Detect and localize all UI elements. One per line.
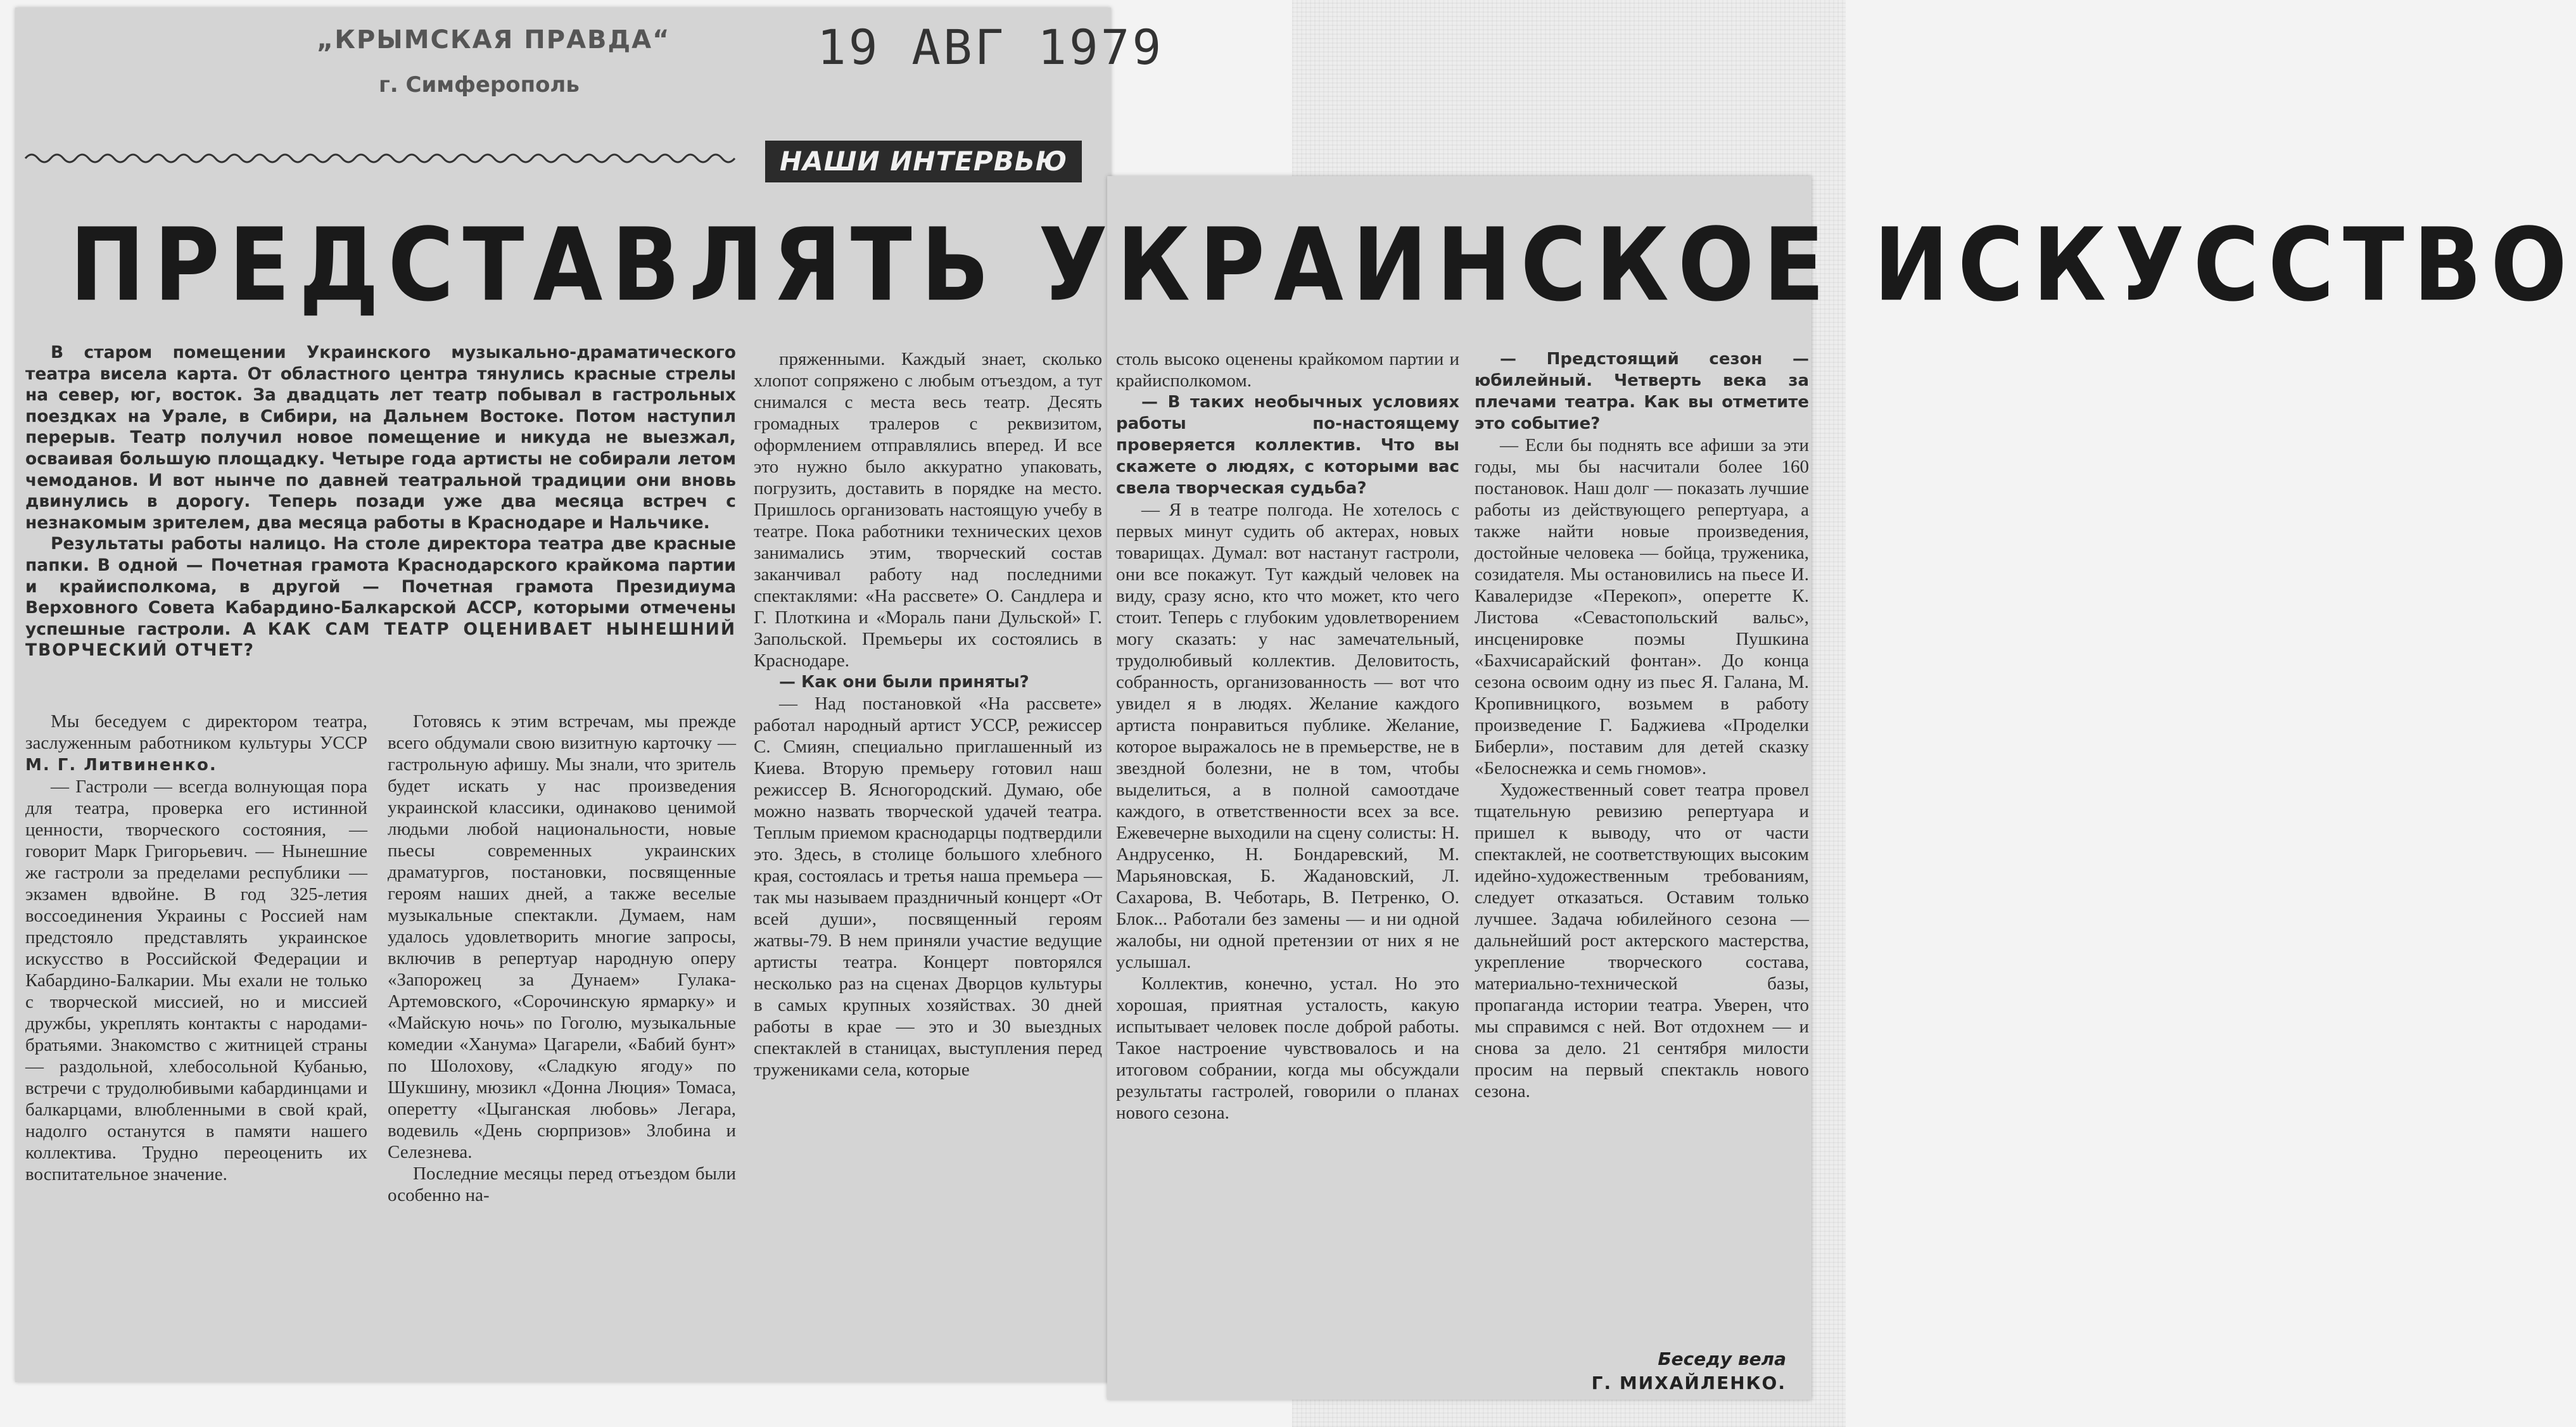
byline <box>1564 1348 1786 1396</box>
interview-question: — Предстоящий сезон — юбилейный. Четверть века за плечами театра. Как вы отметите это событие? <box>1475 350 1809 433</box>
paragraph: столь высоко оценены крайкомом партии и крайисполкомом. <box>1116 349 1459 391</box>
lead-text-2: Результаты работы налицо. На столе директора театра две красные папки. В одной — Почетная грамота Краснодарского крайкома партии и крайисполкома, в другой — Почетная грамота Президиума Верховного Совета Кабардино-Балкарской АССР, которыми отмечены успешные гастроли. А КАК САМ ТЕАТР ОЦЕНИВАЕТ НЫНЕШНИЙ ТВОРЧЕСКИЙ ОТЧЕТ? <box>25 534 736 661</box>
paragraph: Мы беседуем с директором театра, заслуженным работником культуры УССР М. Г. Литвиненко. <box>25 711 367 775</box>
headline: ПРЕДСТАВЛЯТЬ УКРАИНСКОЕ ИСКУССТВО <box>70 206 2576 324</box>
paragraph: — Гастроли — всегда волнующая пора для театра, проверка его истинной ценности, творческого состояния, — говорит Марк Григорьевич. — Нынешние же гастроли за пределами республики — экзамен вдвойне. В год 325-летия воссоединения Украины с Россией нам предстояло представлять украинское искусство в Российской Федерации и Кабардино-Балкарии. Мы ехали не только с творческой миссией, но и миссией дружбы, укреплять контакты с народами-братьями. Знакомство с житницей страны — раздольной, хлебосольной Кубанью, встречи с трудолюбивыми кабардинцами и балкарцами, влюбленными в свой край, надолго останутся в памяти нашего коллектива. Трудно переоценить их воспитательное значение. <box>25 777 367 1184</box>
paragraph: — Если бы поднять все афиши за эти годы, мы бы насчитали более 160 постановок. Наш долг — показать лучшие работы из действующего репертуара, а также найти новые произведения, достойные человека — бойца, труженика, созидателя. Мы остановились на пьесе И. Кавалеридзе «Перекоп», оперетте К. Листова «Севастопольский вальс», инсценировке поэмы Пушкина «Бахчисарайский фонтан». До конца сезона освоим одну из пьес Я. Галана, М. Кропивницкого, возьмем в работу произведение Г. Баджиева «Проделки Биберли», поставим для детей сказку «Белоснежка и семь гномов». <box>1475 435 1809 778</box>
paragraph: Коллектив, конечно, устал. Но это хорошая, приятная усталость, какую испытывает человек после доброй работы. Такое настроение чувствовалось и на итоговом собрании, когда мы обсуждали результаты гастролей, говорили о планах нового сезона. <box>1116 974 1459 1123</box>
interviewee-name: М. Г. Литвиненко. <box>25 756 217 775</box>
lead-paragraph <box>25 342 736 661</box>
article-column-5 <box>1475 348 1809 1102</box>
rubric-label: НАШИ ИНТЕРВЬЮ <box>765 141 1082 182</box>
paragraph: Последние месяцы перед отъездом были особенно на- <box>388 1164 736 1205</box>
lead-text-1: В старом помещении Украинского музыкально-драматического театра висела карта. От областного центра тянулись красные стрелы на север, юг, восток. За двадцать лет театр побывал в гастрольных поездках на Урале, в Сибири, на Дальнем Востоке. Потом наступил перерыв. Театр получил новое помещение и никуда не выезжал, осваивая большую площадку. Четыре года артисты не собирали летом чемоданов. И вот нынче по давней театральной традиции они вновь двинулись в дорогу. Теперь позади уже два месяца встреч с незнакомым зрителем, два месяца работы в Краснодаре и Нальчике. <box>25 343 736 533</box>
paragraph: пряженными. Каждый знает, сколько хлопот сопряжено с любым отъездом, а тут снимался с места весь театр. Десять громадных тралеров с реквизитом, оформлением отправлялись вперед. И все это нужно было аккуратно упаковать, погрузить, доставить в порядке на место. Пришлось организовать настоящую учебу в театре. Пока работники технических цехов занимались этим, творческий состав заканчивал работу над последними спектаклями: «На рассвете» О. Сандлера и Г. Плоткина и «Мораль пани Дульской» Г. Запольской. Премьеры их состоялись в Краснодаре. <box>754 349 1102 671</box>
article-column-2 <box>388 711 736 1206</box>
paragraph: Художественный совет театра провел тщательную ревизию репертуара и пришел к выводу, что от части спектаклей, не соответствующих высоким идейно-художественным требованиям, следует отказаться. Оставим только лучшее. Задача юбилейного сезона — дальнейший рост актерского мастерства, укрепление творческого состава, материально-технической базы, пропаганда истории театра. Уверен, что мы справимся с ней. Вот отдохнем — и снова за дело. 21 сентября милости просим на первый спектакль нового сезона. <box>1475 780 1809 1101</box>
article-column-1 <box>25 711 367 1185</box>
date-stamp: 19 АВГ 1979 <box>817 19 1164 75</box>
article-column-4 <box>1116 348 1459 1124</box>
byline-author: Г. МИХАЙЛЕНКО. <box>1591 1373 1786 1393</box>
interview-question: — В таких необычных условиях работы по-настоящему проверяется коллектив. Что вы скажете о людях, с которыми вас свела творческая судьба? <box>1116 393 1459 498</box>
paragraph: — Над постановкой «На рассвете» работал народный артист УССР, режиссер С. Смиян, специально приглашенный из Киева. Вторую премьеру готовил наш режиссер В. Ясногородский. Думаю, обе можно назвать творческой удачей театра. Теплым приемом краснодарцы подтвердили это. Здесь, в столице большого хлебного края, состоялась и третья наша премьера — так мы называем праздничный концерт «От всей души», посвященный героям жатвы-79. В нем приняли участие ведущие артисты театра. Концерт повторялся несколько раз на сценах Дворцов культуры в самых крупных хозяйствах. 30 дней работы в крае — это и 30 выездных спектаклей в станицах, выступления перед тружениками села, которые <box>754 694 1102 1080</box>
newspaper-city: г. Симферополь <box>379 72 580 98</box>
article-column-3 <box>754 348 1102 1081</box>
interview-question: — Как они были приняты? <box>779 673 1029 692</box>
paragraph: Готовясь к этим встречам, мы прежде всего обдумали свою визитную карточку — гастрольную афишу. Мы знали, что зритель будет искать у нас произведения украинской классики, одинаково ценимой людьми любой национальности, новые пьесы современных украинских драматургов, постановки, посвященные героям наших дней, а также веселые музыкальные спектакли. Думаем, нам удалось удовлетворить многие запросы, включив в репертуар народную оперу «Запорожец за Дунаем» Гулака-Артемовского, «Сорочинскую ярмарку» и «Майскую ночь» по Гоголю, музыкальные комедии «Ханума» Цагарели, «Бабий бунт» по Шолохову, «Сладкую ягоду» по Шукшину, мюзикл «Донна Люция» Томаса, оперетту «Цыганская любовь» Легара, водевиль «День сюрпризов» Злобина и Селезнева. <box>388 711 736 1162</box>
lead-question: КАК САМ ТЕАТР ОЦЕНИВАЕТ НЫНЕШНИЙ ТВОРЧЕСКИЙ ОТЧЕТ? <box>25 619 736 661</box>
paragraph: — Я в театре полгода. Не хотелось с первых минут судить об актерах, новых товарищах. Думал: вот настанут гастроли, они все покажут. Тут каждый человек на виду, сразу ясно, кто что может, кто чего стоит. Теперь с глубоким удовлетворением могу сказать: у нас замечательный, трудолюбивый коллектив. Деловитость, собранность, организованность — вот что увидел я в людях. Желание каждого артиста понравиться публике. Желание, которое выражалось не в премьерстве, не в звездной болезни, не в том, чтобы выделиться, а в полной самоотдаче каждого, в ответственности всех за все. Ежевечерне выходили на сцену солисты: Н. Андрусенко, Н. Бондаревский, М. Марьяновская, Б. Жадановский, Л. Сахарова, В. Чеботарь, В. Петренко, О. Блок... Работали без замены — и ни одной жалобы, ни одной претензии от них я не услышал. <box>1116 500 1459 972</box>
wavy-divider <box>25 146 735 171</box>
newspaper-name: „КРЫМСКАЯ ПРАВДА“ <box>317 25 671 54</box>
byline-label: Беседу вела <box>1658 1348 1786 1369</box>
